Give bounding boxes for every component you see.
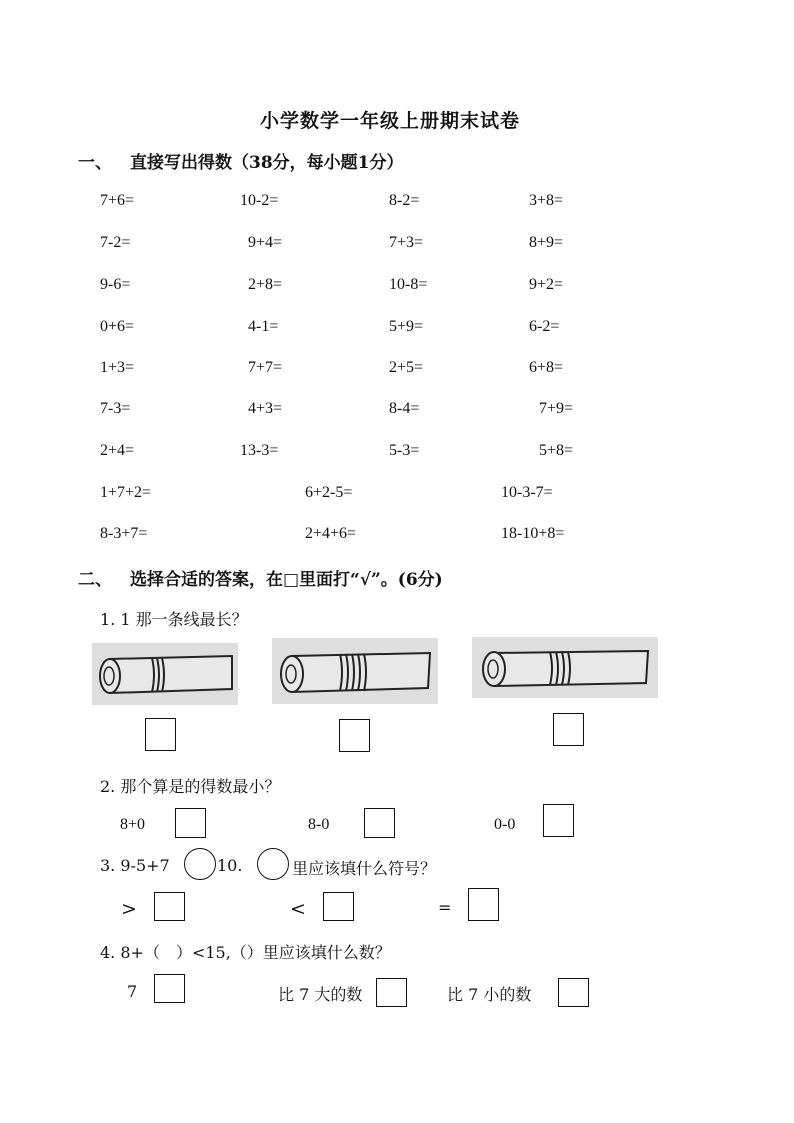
equation-5-1: 1+3= [100, 359, 135, 376]
equation-6-1: 7-3= [100, 400, 131, 417]
answer-box-q3-b[interactable] [323, 892, 354, 921]
answer-box-q4-a[interactable] [154, 974, 185, 1003]
q4-option-2: 比 7 大的数 [278, 985, 363, 1004]
section-2-heading: 选择合适的答案，在□里面打“√”。(6分) [130, 570, 443, 590]
equation-3-2: 2+8= [248, 276, 283, 293]
answer-box-q4-c[interactable] [558, 978, 589, 1007]
section-1-number: 一、 [78, 153, 112, 173]
equation-4-2: 4-1= [248, 318, 279, 335]
equation-4-4: 6-2= [529, 318, 560, 335]
equation-4-1: 0+6= [100, 318, 135, 335]
equation-8-3: 10-3-7= [501, 484, 553, 501]
equation-5-3: 2+5= [389, 359, 424, 376]
equation-7-3: 5-3= [389, 442, 420, 459]
equation-6-3: 8-4= [389, 400, 420, 417]
q3-option-equal: = [438, 898, 452, 917]
equation-2-3: 7+3= [389, 234, 424, 251]
equation-9-2: 2+4+6= [305, 525, 357, 542]
equation-3-4: 9+2= [529, 276, 564, 293]
equation-7-2: 13-3= [240, 442, 279, 459]
answer-box-q4-b[interactable] [376, 978, 407, 1007]
q2-option-2: 8-0 [308, 816, 330, 833]
equation-1-3: 8-2= [389, 192, 420, 209]
equation-7-1: 2+4= [100, 442, 135, 459]
q4-option-3: 比 7 小的数 [447, 985, 532, 1004]
equation-6-4: 7+9= [539, 400, 574, 417]
equation-5-4: 6+8= [529, 359, 564, 376]
log-image-3 [472, 637, 658, 698]
question-1-text: 1. 1 那一条线最长？ [100, 610, 248, 629]
section-1-heading: 直接写出得数（38分，每小题1分） [130, 153, 404, 173]
equation-2-2: 9+4= [248, 234, 283, 251]
equation-9-1: 8-3+7= [100, 525, 148, 542]
q2-option-3: 0-0 [494, 816, 516, 833]
equation-5-2: 7+7= [248, 359, 283, 376]
question-3-text-a: 3. 9-5+7 [100, 856, 170, 875]
answer-box-q1-c[interactable] [553, 713, 584, 746]
answer-box-q1-b[interactable] [339, 719, 370, 752]
equation-1-1: 7+6= [100, 192, 135, 209]
q3-reference-circle [257, 848, 289, 880]
equation-3-1: 9-6= [100, 276, 131, 293]
answer-box-q1-a[interactable] [145, 718, 176, 751]
equation-1-2: 10-2= [240, 192, 279, 209]
question-2-text: 2. 那个算是的得数最小？ [100, 777, 281, 796]
equation-3-3: 10-8= [389, 276, 428, 293]
equation-4-3: 5+9= [389, 318, 424, 335]
question-3-text-c: 里应该填什么符号？ [292, 859, 437, 878]
log-image-2 [272, 638, 438, 704]
equation-1-4: 3+8= [529, 192, 564, 209]
question-4-text: 4. 8+（ ）<15,（）里应该填什么数？ [100, 943, 391, 962]
equation-2-1: 7-2= [100, 234, 131, 251]
q4-option-1: 7 [127, 982, 138, 1001]
answer-box-q3-c[interactable] [468, 888, 499, 921]
equation-2-4: 8+9= [529, 234, 564, 251]
q2-option-1: 8+0 [120, 816, 146, 833]
equation-6-2: 4+3= [248, 400, 283, 417]
section-2-number: 二、 [78, 570, 112, 590]
q3-option-less: < [290, 898, 306, 920]
equation-8-2: 6+2-5= [305, 484, 353, 501]
answer-box-q2-c[interactable] [543, 804, 574, 837]
answer-box-q2-b[interactable] [364, 808, 395, 838]
equation-8-1: 1+7+2= [100, 484, 152, 501]
answer-box-q2-a[interactable] [175, 808, 206, 838]
q3-option-greater: > [121, 898, 137, 920]
equation-9-3: 18-10+8= [501, 525, 565, 542]
q3-blank-circle[interactable] [184, 848, 216, 880]
answer-box-q3-a[interactable] [154, 892, 185, 921]
equation-7-4: 5+8= [539, 442, 574, 459]
log-image-1 [92, 643, 238, 705]
page-title: 小学数学一年级上册期末试卷 [260, 110, 521, 132]
question-3-text-b: 10. [217, 856, 243, 875]
